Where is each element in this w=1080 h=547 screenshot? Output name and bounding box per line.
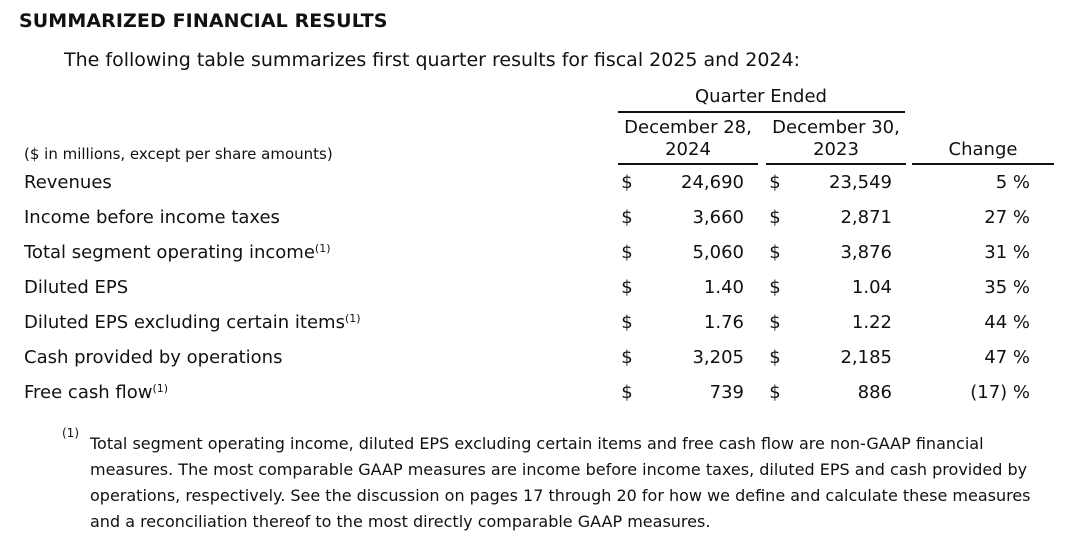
value-2023: 886	[857, 382, 892, 403]
column-header-2023	[766, 117, 906, 161]
table-row-label	[24, 312, 361, 333]
currency-symbol: $	[769, 242, 781, 263]
header-rule-change	[912, 163, 1054, 165]
change-percent: 44 %	[984, 312, 1030, 333]
column-header-2023-line2: 2023	[813, 139, 859, 160]
value-2023: 1.22	[851, 312, 892, 333]
column-header-2024-line1: December 28,	[624, 117, 752, 138]
value-2023: 23,549	[829, 172, 892, 193]
quarter-ended-rule	[618, 111, 905, 113]
row-label-text: Revenues	[24, 172, 112, 193]
value-2024: 739	[709, 382, 744, 403]
value-2023: 1.04	[851, 277, 892, 298]
footnote-reference: (1)	[152, 382, 169, 395]
quarter-ended-header: Quarter Ended	[695, 86, 827, 107]
column-header-2024-line2: 2024	[665, 139, 711, 160]
currency-symbol: $	[621, 347, 633, 368]
value-2023: 2,185	[840, 347, 892, 368]
header-rule-2024	[618, 163, 758, 165]
header-rule-2023	[766, 163, 906, 165]
footnote-reference: (1)	[314, 242, 331, 255]
currency-symbol: $	[769, 347, 781, 368]
table-row-label	[24, 347, 282, 368]
currency-symbol: $	[621, 277, 633, 298]
column-header-2023-line1: December 30,	[772, 117, 900, 138]
table-row-label	[24, 382, 168, 403]
currency-symbol: $	[621, 172, 633, 193]
row-label-text: Diluted EPS excluding certain items	[24, 312, 345, 333]
change-percent: 5 %	[995, 172, 1030, 193]
currency-symbol: $	[769, 312, 781, 333]
footnote-reference: (1)	[344, 312, 361, 325]
value-2024: 1.40	[703, 277, 744, 298]
currency-symbol: $	[621, 312, 633, 333]
value-2024: 1.76	[703, 312, 744, 333]
footnote-marker: (1)	[62, 426, 79, 440]
change-percent: 31 %	[984, 242, 1030, 263]
section-heading: SUMMARIZED FINANCIAL RESULTS	[19, 10, 388, 32]
table-row-label	[24, 207, 280, 228]
row-label-text: Income before income taxes	[24, 207, 280, 228]
change-percent: (17) %	[970, 382, 1030, 403]
units-note: ($ in millions, except per share amounts)	[24, 145, 333, 163]
change-percent: 47 %	[984, 347, 1030, 368]
currency-symbol: $	[769, 277, 781, 298]
value-2023: 2,871	[840, 207, 892, 228]
currency-symbol: $	[621, 207, 633, 228]
change-percent: 27 %	[984, 207, 1030, 228]
row-label-text: Free cash flow	[24, 382, 153, 403]
currency-symbol: $	[621, 242, 633, 263]
currency-symbol: $	[621, 382, 633, 403]
row-label-text: Diluted EPS	[24, 277, 129, 298]
currency-symbol: $	[769, 172, 781, 193]
change-percent: 35 %	[984, 277, 1030, 298]
table-row-label	[24, 277, 128, 298]
value-2024: 24,690	[681, 172, 744, 193]
table-row-label	[24, 172, 112, 193]
value-2024: 3,205	[692, 347, 744, 368]
currency-symbol: $	[769, 382, 781, 403]
value-2023: 3,876	[840, 242, 892, 263]
column-header-change: Change	[948, 139, 1018, 160]
row-label-text: Total segment operating income	[24, 242, 315, 263]
currency-symbol: $	[769, 207, 781, 228]
footnote-text: Total segment operating income, diluted EPS excluding certain items and free cash flow are non-GAAP financial measures. The most comparable GAAP measures are income before income taxes, diluted EPS and cash provided by operations, respectively. See the discussion on pages 17 through 20 for how we define and calculate these measures and a reconciliation thereof to the most directly comparable GAAP measures.	[90, 434, 1031, 531]
value-2024: 5,060	[692, 242, 744, 263]
table-row-label	[24, 242, 331, 263]
column-header-2024	[618, 117, 758, 161]
value-2024: 3,660	[692, 207, 744, 228]
table-intro-text: The following table summarizes first quarter results for fiscal 2025 and 2024:	[64, 49, 801, 71]
row-label-text: Cash provided by operations	[24, 347, 283, 368]
